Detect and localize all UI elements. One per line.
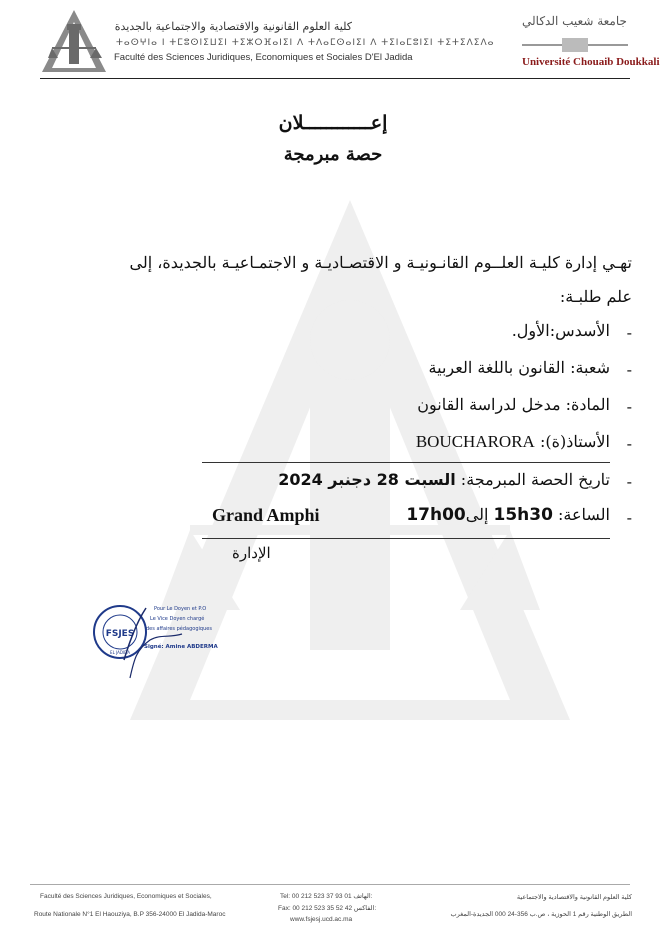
list-item-subject <box>417 395 610 414</box>
university-logo <box>522 38 628 52</box>
stamp-seal-text: FSJES <box>105 629 135 639</box>
list-item-semester <box>512 321 610 340</box>
faculty-name-french: Faculté des Sciences Juridiques, Economiques et Sociales D'El Jadida <box>114 52 413 63</box>
intro-text-line1: تهـي إدارة كليـة العلــوم القانـونيـة و الاقتصـاديـة و الاجتمـاعيـة بالجديدة، إلى <box>129 253 632 272</box>
time-from: 15h30 <box>493 505 553 525</box>
stamp-line4: Signé: Amine ABDERMA <box>144 644 218 650</box>
list-bullet: - <box>626 434 632 453</box>
professor-value: BOUCHARORA <box>415 432 535 451</box>
footer-fax-ar: الفاكس: <box>353 905 377 912</box>
stamp-city: EL JADIDA <box>110 650 130 655</box>
list-item-branch <box>429 358 610 377</box>
date-top-divider <box>202 462 610 463</box>
list-bullet: - <box>626 397 632 416</box>
stamp-line1: Pour Le Doyen et P.O <box>154 606 207 612</box>
branch-label: شعبة: <box>570 358 610 377</box>
semester-value: الأول. <box>511 321 550 340</box>
footer-fax-value: Fax: 00 212 523 35 52 42 <box>278 905 353 912</box>
official-stamp <box>90 600 250 682</box>
location: Grand Amphi <box>212 505 320 525</box>
list-item-date <box>278 470 610 489</box>
stamp-seal-graphic <box>90 600 250 682</box>
list-bullet: - <box>626 508 632 527</box>
faculty-name-arabic: كلية العلوم القانونية والاقتصادية والاجتماعية بالجديدة <box>114 20 352 33</box>
faculty-name-tifinagh: ⵜⴰⵙⵖⵏⴰ ⵏ ⵜⵎⵓⵙⵏⵉⵡⵉⵏ ⵜⵉⵣⵔⴼⴰⵏⵉⵏ ⴷ ⵜⴷⴰⵎⵙⴰⵏⵉⵏ ⴷ ⵜⵉⵏⴰⵎⵓⵏⵉⵏ ⵜⵉⵜⵉⴷⵉⴷⴰ <box>116 38 495 48</box>
list-item-professor <box>416 432 610 452</box>
date-label: تاريخ الحصة المبرمجة: <box>460 470 610 489</box>
footer-fr-line2: Route Nationale N°1 El Haouziya, B.P 356-24000 El Jadida-Maroc <box>34 911 226 918</box>
stamp-line2: Le Vice Doyen chargé <box>150 616 205 622</box>
subject-value: مدخل لدراسة القانون <box>417 395 561 414</box>
footer-website: www.fsjesj.ucd.ac.ma <box>290 916 353 923</box>
footer-divider <box>30 884 630 885</box>
footer-ar-line2: الطريق الوطنية رقم 1 الحوزية ، ص.ب 356-24 000 الجديدة-المغرب <box>450 911 632 918</box>
footer-tel-ar: الهاتف: <box>353 893 373 900</box>
list-bullet: - <box>626 472 632 491</box>
time-bottom-divider <box>202 538 610 539</box>
notice-subtitle: حصة مبرمجة <box>283 144 383 165</box>
footer-tel <box>280 892 373 900</box>
time-label: الساعة: <box>558 505 610 524</box>
time-to-word: إلى <box>465 505 489 524</box>
footer-fr-line1: Faculté des Sciences Juridiques, Economiques et Sociales, <box>40 893 212 900</box>
university-name-arabic: جامعة شعيب الدكالي <box>522 14 627 28</box>
semester-label: الأسدس: <box>549 321 610 340</box>
university-name-french: Université Chouaib Doukkali <box>522 56 660 68</box>
list-bullet: - <box>626 360 632 379</box>
footer-fax <box>278 904 376 912</box>
list-item-time <box>406 505 610 525</box>
subject-label: المادة: <box>565 395 610 414</box>
notice-title: إعــــــــــــلان <box>278 112 388 134</box>
professor-label: الأستاذ(ة): <box>539 432 610 451</box>
branch-value: القانون باللغة العربية <box>428 358 565 377</box>
faculty-logo <box>40 8 108 74</box>
footer-tel-value: Tel: 00 212 523 37 93 01 <box>280 893 352 900</box>
date-value: السبت 28 دجنبر 2024 <box>278 470 456 489</box>
time-to: 17h00 <box>406 505 466 525</box>
stamp-line3: des affaires pédagogiques <box>146 626 212 632</box>
signature-administration: الإدارة <box>232 544 271 562</box>
header-divider <box>40 78 630 79</box>
list-bullet: - <box>626 323 632 342</box>
footer-ar-line1: كلية العلوم القانونية والاقتصادية والاجتماعية <box>516 894 632 901</box>
intro-text-line2: علم طلبـة: <box>559 287 632 306</box>
